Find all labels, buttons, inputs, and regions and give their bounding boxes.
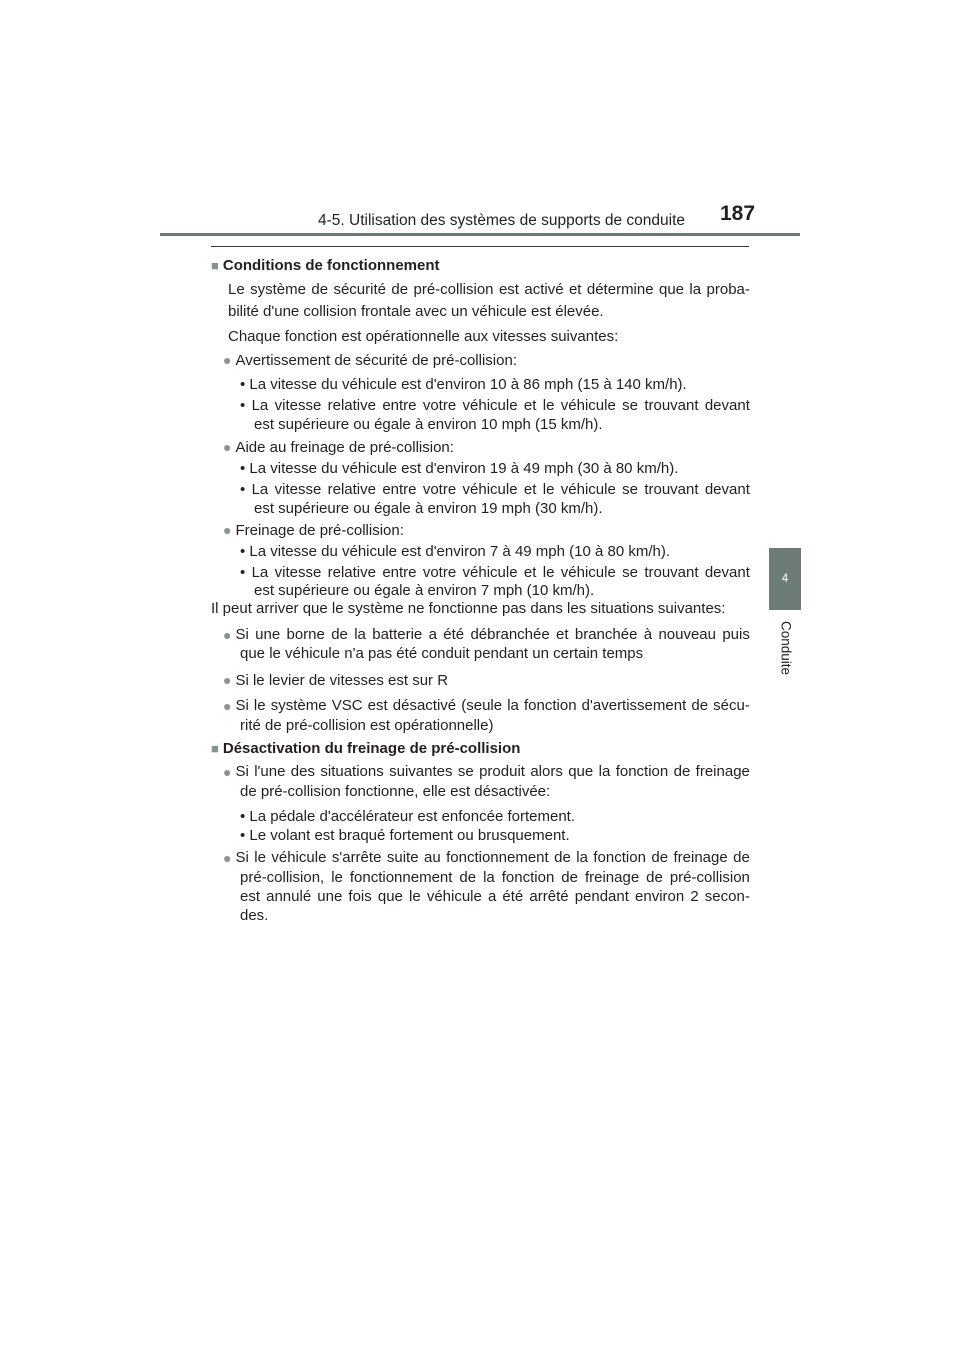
sub-bullet-line: • La vitesse du véhicule est d'environ 10 à 86 mph (15 à 140 km/h). xyxy=(240,376,687,393)
header-rule xyxy=(160,233,800,236)
bullet-item xyxy=(223,521,404,539)
sub-bullet-line: • La vitesse relative entre votre véhicule et le véhicule se trouvant devant xyxy=(240,564,750,581)
square-bullet-icon: ■ xyxy=(211,741,219,756)
bullet-text: Freinage de pré-collision: xyxy=(235,522,404,539)
bullet-text: Si le levier de vitesses est sur R xyxy=(235,672,449,689)
chapter-label: Conduite xyxy=(778,620,794,676)
round-bullet-icon: ● xyxy=(223,627,232,643)
page-number: 187 xyxy=(720,202,756,225)
bullet-text-continued: pré-collision, le fonctionnement de la fonction de freinage de pré-collision xyxy=(240,869,750,886)
bullet-text-continued: que le véhicule n'a pas été conduit pendant un certain temps xyxy=(240,645,644,662)
paragraph-line: bilité d'une collision frontale avec un véhicule est élevée. xyxy=(228,303,604,320)
chapter-number: 4 xyxy=(781,573,789,585)
content-rule xyxy=(211,246,749,247)
round-bullet-icon: ● xyxy=(223,352,232,368)
bullet-text: Avertissement de sécurité de pré-collision: xyxy=(235,352,517,369)
bullet-item xyxy=(223,671,448,689)
round-bullet-icon: ● xyxy=(223,522,232,538)
section-title: Conditions de fonctionnement xyxy=(222,257,440,274)
bullet-item xyxy=(223,351,517,369)
sub-bullet-line: est supérieure ou égale à environ 10 mph (15 km/h). xyxy=(254,416,603,433)
chapter-tab xyxy=(769,548,801,610)
bullet-text-continued: de pré-collision fonctionne, elle est désactivée: xyxy=(240,783,551,800)
bullet-item xyxy=(223,697,750,715)
bullet-item xyxy=(223,626,750,644)
section-heading-deactivation xyxy=(211,740,520,758)
round-bullet-icon: ● xyxy=(223,672,232,688)
sub-bullet-line: est supérieure ou égale à environ 7 mph (10 km/h). xyxy=(254,582,595,599)
sub-bullet-line: • La pédale d'accélérateur est enfoncée fortement. xyxy=(240,808,575,825)
section-heading-conditions xyxy=(211,257,440,275)
bullet-item xyxy=(223,849,750,867)
running-header: 4-5. Utilisation des systèmes de supports de conduite xyxy=(318,212,686,229)
round-bullet-icon: ● xyxy=(223,698,232,714)
sub-bullet-line: • La vitesse du véhicule est d'environ 19 à 49 mph (30 à 80 km/h). xyxy=(240,460,679,477)
round-bullet-icon: ● xyxy=(223,850,232,866)
bullet-text: Si l'une des situations suivantes se produit alors que la fonction de freinage xyxy=(235,763,750,780)
square-bullet-icon: ■ xyxy=(211,258,219,273)
round-bullet-icon: ● xyxy=(223,439,232,455)
bullet-text: Aide au freinage de pré-collision: xyxy=(235,439,454,456)
sub-bullet-line: • La vitesse relative entre votre véhicule et le véhicule se trouvant devant xyxy=(240,481,750,498)
bullet-text: Si le véhicule s'arrête suite au fonctionnement de la fonction de freinage de xyxy=(235,849,750,866)
bullet-text: Si le système VSC est désactivé (seule la fonction d'avertissement de sécu- xyxy=(235,697,750,714)
bullet-item xyxy=(223,438,454,456)
section-title: Désactivation du freinage de pré-collision xyxy=(222,740,521,757)
paragraph-line: Il peut arriver que le système ne fonctionne pas dans les situations suivantes: xyxy=(211,600,726,617)
bullet-text-continued: est annulé une fois que le véhicule a été arrêté pendant environ 2 secon- xyxy=(240,888,750,905)
bullet-text-continued: rité de pré-collision est opérationnelle) xyxy=(240,717,494,734)
round-bullet-icon: ● xyxy=(223,764,232,780)
sub-bullet-line: • La vitesse du véhicule est d'environ 7 à 49 mph (10 à 80 km/h). xyxy=(240,543,671,560)
sub-bullet-line: • Le volant est braqué fortement ou brusquement. xyxy=(240,827,570,844)
paragraph-line: Chaque fonction est opérationnelle aux vitesses suivantes: xyxy=(228,328,619,345)
bullet-item xyxy=(223,763,750,781)
paragraph-line: Le système de sécurité de pré-collision est activé et détermine que la proba- xyxy=(228,281,750,298)
sub-bullet-line: • La vitesse relative entre votre véhicule et le véhicule se trouvant devant xyxy=(240,397,750,414)
sub-bullet-line: est supérieure ou égale à environ 19 mph (30 km/h). xyxy=(254,500,603,517)
bullet-text-continued: des. xyxy=(240,907,269,924)
bullet-text: Si une borne de la batterie a été débranchée et branchée à nouveau puis xyxy=(235,626,750,643)
